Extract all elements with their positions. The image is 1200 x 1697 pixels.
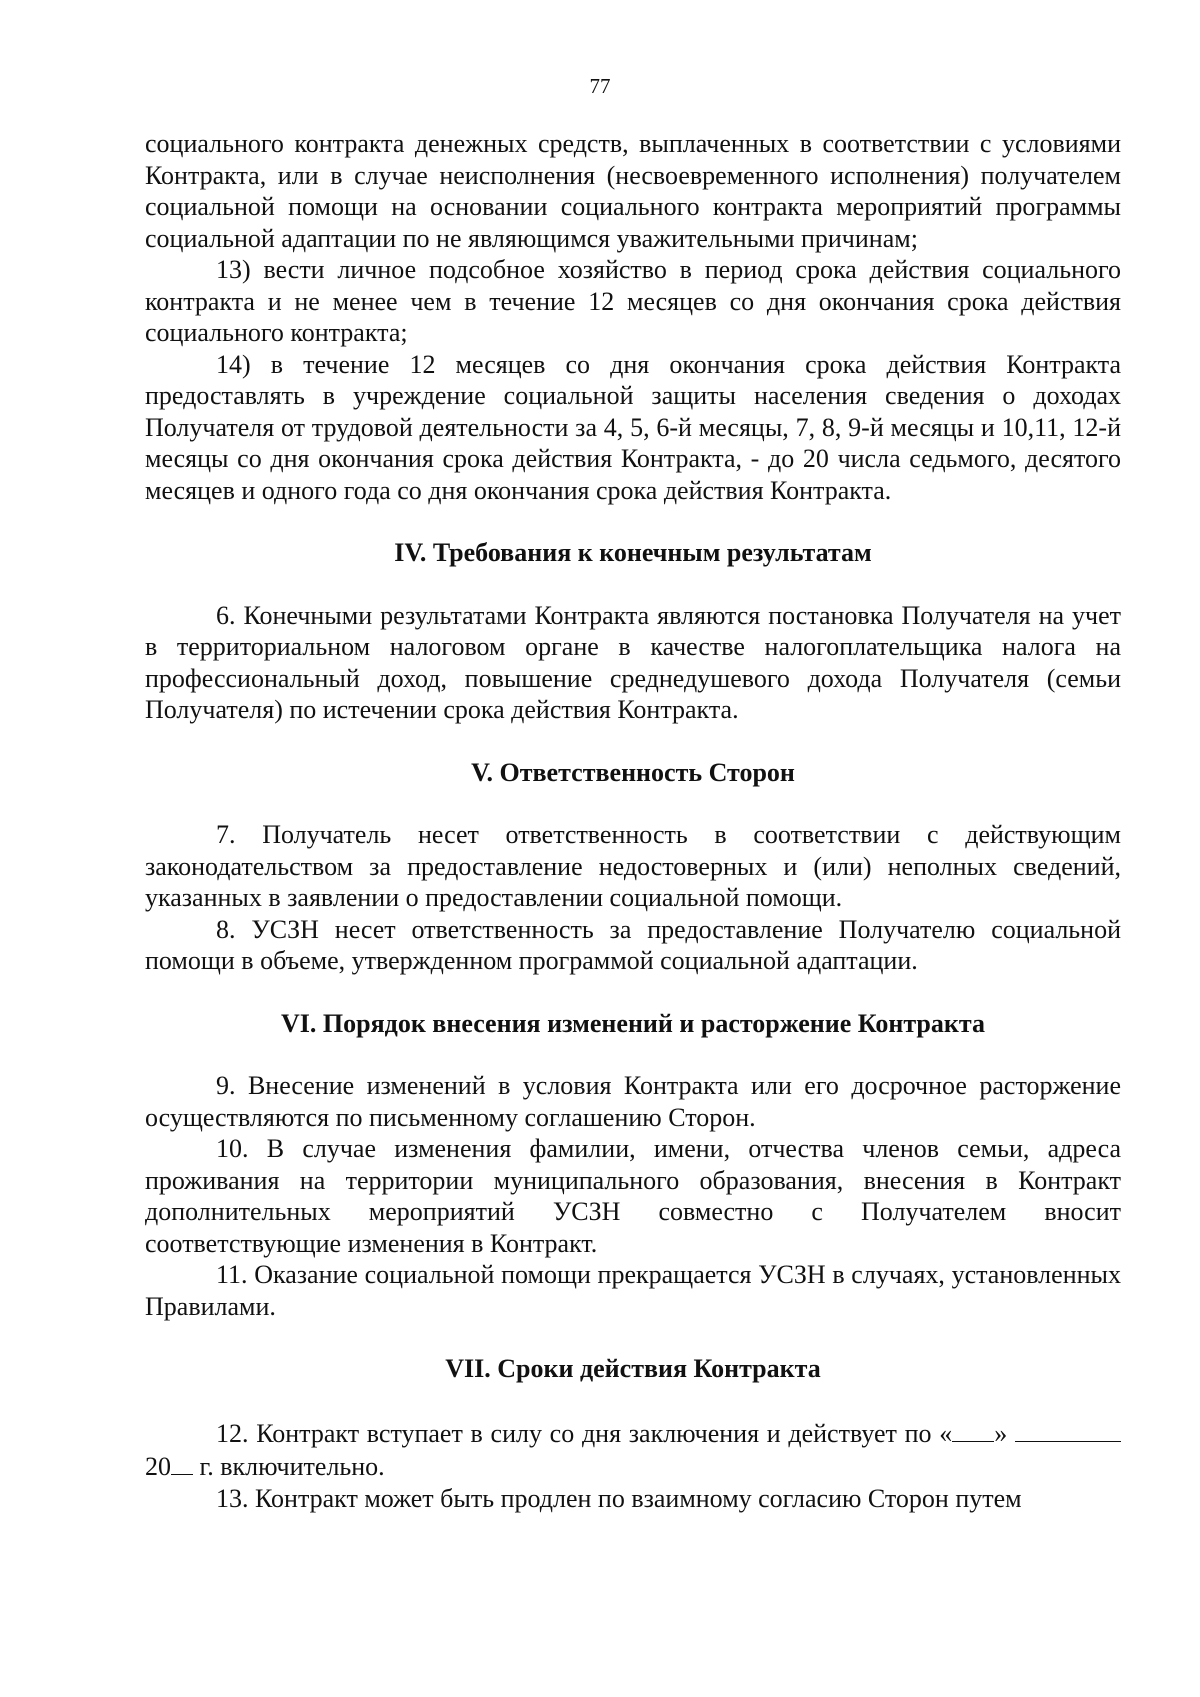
paragraph-6: 6. Конечными результатами Контракта являются постановка Получателя на учет в территориальном налоговом органе в качестве налогоплательщика налога на профессиональный доход, повышение среднедушевого дохода Получателя (семьи Получателя) по истечении срока действия Контракта. <box>145 600 1121 724</box>
section-heading-vii: VII. Сроки действия Контракта <box>445 1354 821 1383</box>
paragraph-item-13: 13) вести личное подсобное хозяйство в период срока действия социального контракта и не менее чем в течение 12 месяцев со дня окончания срока действия социального контракта; <box>145 255 1121 347</box>
paragraph-12-year-prefix: 20 <box>145 1452 171 1481</box>
section-heading-v: V. Ответственность Сторон <box>471 757 795 787</box>
paragraph-item-14: 14) в течение 12 месяцев со дня окончания срока действия Контракта предоставлять в учреждение социальной защиты населения сведения о доходах Получателя от трудовой деятельности за 4, 5, 6-й месяцы, 7, 8, 9-й месяцы и 10,11, 12-й месяцы со дня окончания срока действия Контракта, - до 20 числа седьмого, десятого месяцев и одного года со дня окончания срока действия Контракта. <box>145 349 1121 505</box>
blank-month-field <box>1015 1416 1121 1442</box>
page-number: 77 <box>589 74 611 98</box>
paragraph-10: 10. В случае изменения фамилии, имени, отчества членов семьи, адреса проживания на территории муниципального образования, внесения в Контракт дополнительных мероприятий УСЗН совместно с Получателем вносит соответствующие изменения в Контракт. <box>145 1134 1121 1258</box>
section-heading-iv: IV. Требования к конечным результатам <box>394 538 872 567</box>
paragraph-12 <box>145 1416 1121 1483</box>
paragraph-11: 11. Оказание социальной помощи прекращается УСЗН в случаях, установленных Правилами. <box>145 1260 1121 1321</box>
paragraph-7: 7. Получатель несет ответственность в соответствии с действующим законодательством за предоставление недостоверных и (или) неполных сведений, указанных в заявлении о предоставлении социальной помощи. <box>145 820 1121 912</box>
paragraph-8: 8. УСЗН несет ответственность за предоставление Получателю социальной помощи в объеме, утвержденном программой социальной адаптации. <box>145 914 1121 975</box>
paragraph-12-end: г. включительно. <box>199 1452 385 1481</box>
document-body <box>145 128 1121 1514</box>
blank-year-field <box>171 1449 193 1475</box>
paragraph-12-start: 12. Контракт вступает в силу со дня заключения и действует по « <box>216 1418 953 1448</box>
paragraph-13: 13. Контракт может быть продлен по взаимному согласию Сторон путем <box>216 1483 1022 1513</box>
paragraph-9: 9. Внесение изменений в условия Контракта или его досрочное расторжение осуществляются по письменному соглашению Сторон. <box>145 1071 1121 1132</box>
paragraph-continued: социального контракта денежных средств, выплаченных в соответствии с условиями Контракта, или в случае неисполнения (несвоевременного исполнения) получателем социальной помощи на основании социального контракта мероприятий программы социальной адаптации по не являющимся уважительными причинам; <box>145 129 1121 253</box>
blank-day-field <box>952 1416 994 1442</box>
paragraph-12-quote-close: » <box>994 1418 1008 1448</box>
section-heading-vi: VI. Порядок внесения изменений и расторжение Контракта <box>281 1008 985 1038</box>
